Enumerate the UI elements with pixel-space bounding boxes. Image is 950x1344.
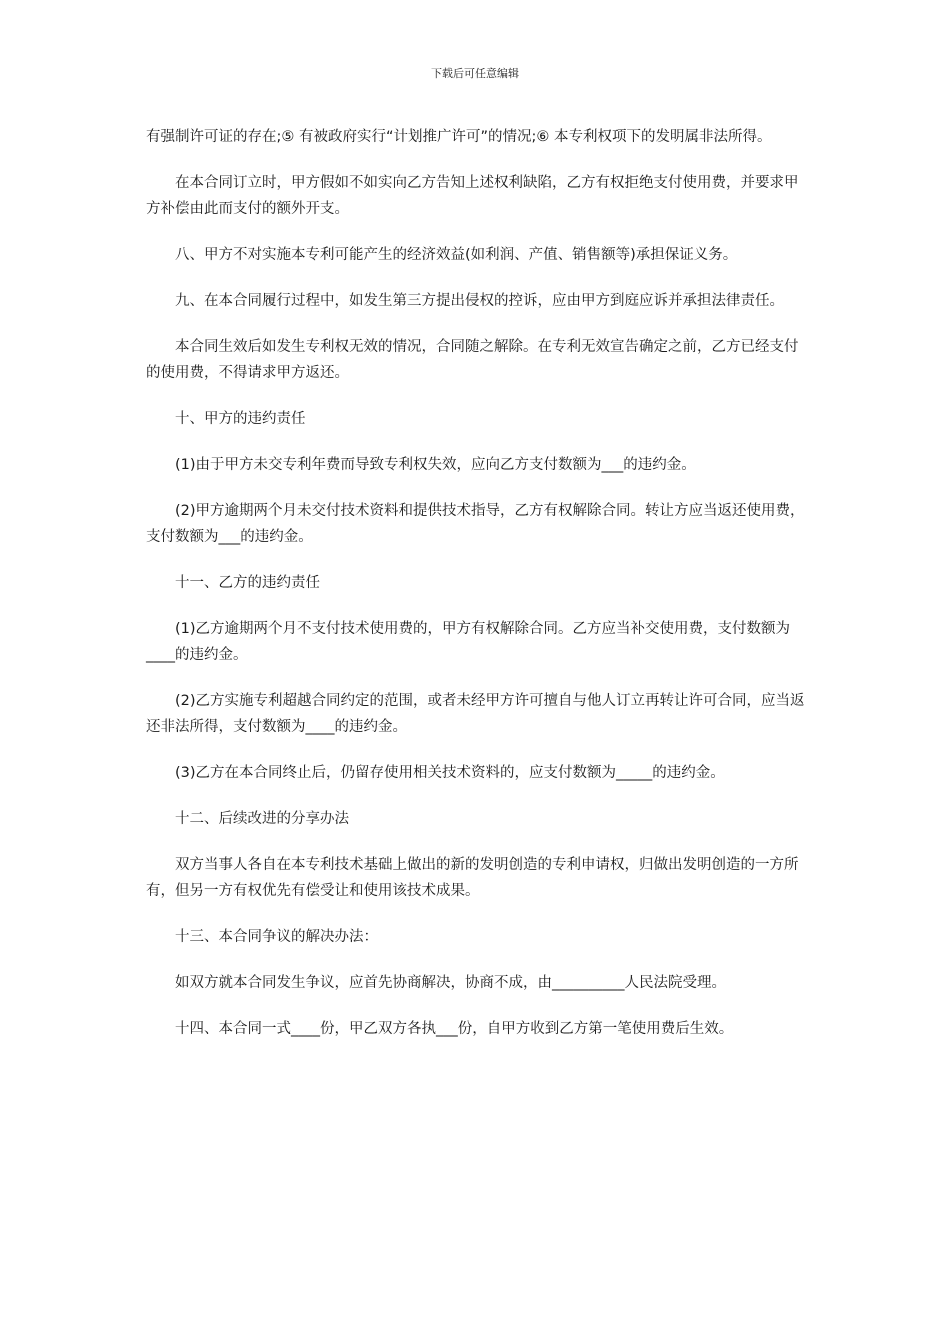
section-heading-11: 十一、乙方的违约责任 <box>175 575 320 591</box>
paragraph-11: (2)乙方实施专利超越合同约定的范围，或者未经甲方许可擅自与他人订立再转让许可合同，应当返还非法所得，支付数额为____的违约金。 <box>146 693 805 735</box>
paragraph-16: 如双方就本合同发生争议，应首先协商解决，协商不成，由__________人民法院受理。 <box>175 975 726 991</box>
paragraph-14: 双方当事人各自在本专利技术基础上做出的新的发明创造的专利申请权，归做出发明创造的一方所有，但另一方有权优先有偿受让和使用该技术成果。 <box>146 857 799 899</box>
paragraph-8: (2)甲方逾期两个月未交付技术资料和提供技术指导，乙方有权解除合同。转让方应当返还使用费，支付数额为___的违约金。 <box>146 503 805 545</box>
section-heading-10: 十、甲方的违约责任 <box>175 411 306 427</box>
paragraph-10: (1)乙方逾期两个月不支付技术使用费的，甲方有权解除合同。乙方应当补交使用费，支付数额为____的违约金。 <box>146 621 791 663</box>
paragraph-2: 在本合同订立时，甲方假如不如实向乙方告知上述权利缺陷，乙方有权拒绝支付使用费，并要求甲方补偿由此而支付的额外开支。 <box>146 175 799 217</box>
document-body <box>146 124 810 1062</box>
section-heading-12: 十二、后续改进的分享办法 <box>175 811 349 827</box>
paragraph-3: 八、甲方不对实施本专利可能产生的经济效益(如利润、产值、销售额等)承担保证义务。 <box>175 247 738 263</box>
page-header: 下载后可任意编辑 <box>431 67 519 80</box>
paragraph-7: (1)由于甲方未交专利年费而导致专利权失效，应向乙方支付数额为___的违约金。 <box>175 457 696 473</box>
paragraph-17: 十四、本合同一式____份，甲乙双方各执___份，自甲方收到乙方第一笔使用费后生效。 <box>175 1021 734 1037</box>
paragraph-4: 九、在本合同履行过程中，如发生第三方提出侵权的控诉，应由甲方到庭应诉并承担法律责任。 <box>175 293 784 309</box>
paragraph-1: 有强制许可证的存在;⑤ 有被政府实行“计划推广许可”的情况;⑥ 本专利权项下的发明属非法所得。 <box>146 129 772 145</box>
section-heading-13: 十三、本合同争议的解决办法： <box>175 929 378 945</box>
paragraph-12: (3)乙方在本合同终止后，仍留存使用相关技术资料的，应支付数额为_____的违约金。 <box>175 765 725 781</box>
paragraph-5: 本合同生效后如发生专利权无效的情况，合同随之解除。在专利无效宣告确定之前，乙方已经支付的使用费，不得请求甲方返还。 <box>146 339 799 381</box>
